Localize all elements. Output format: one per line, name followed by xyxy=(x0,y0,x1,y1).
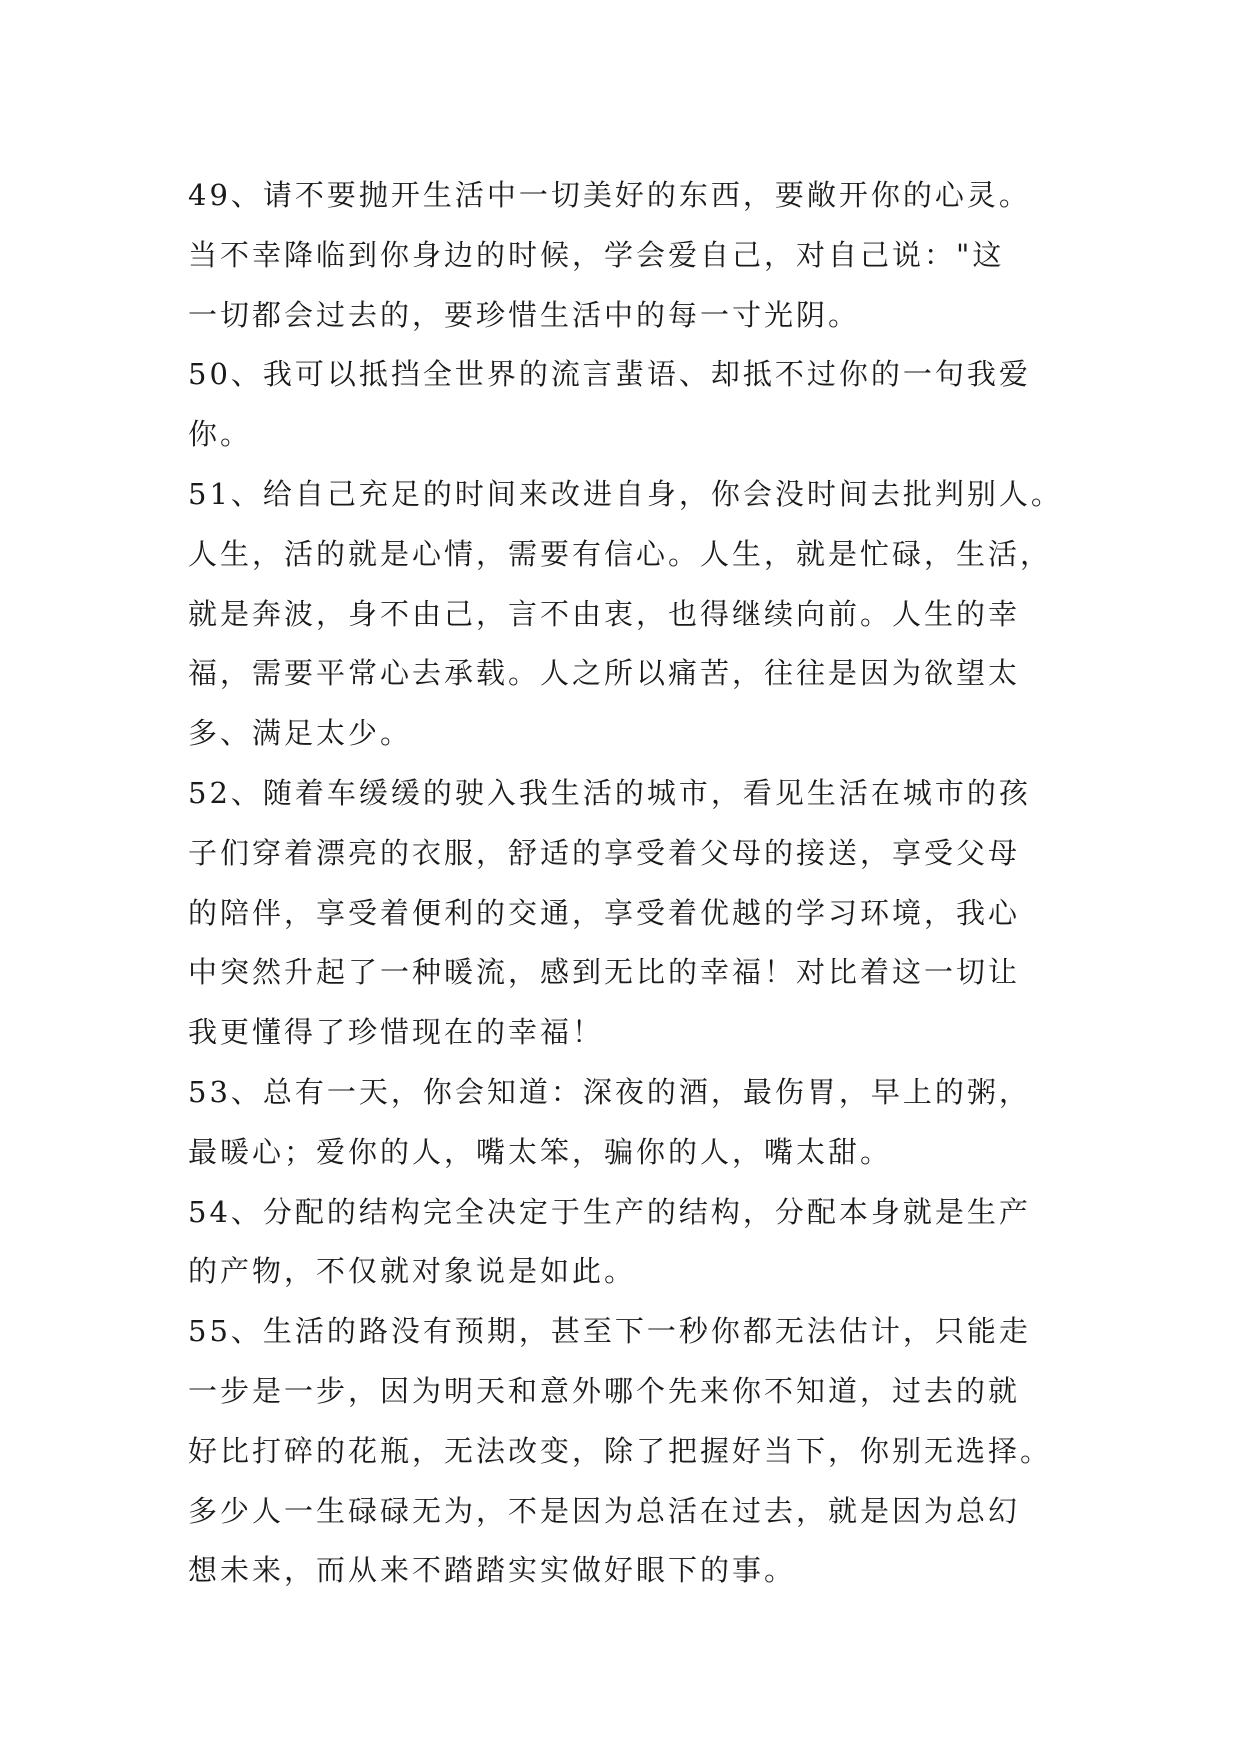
text-line: 49、请不要抛开生活中一切美好的东西，要敞开你的心灵。 xyxy=(188,178,1031,212)
text-line: 我更懂得了珍惜现在的幸福！ xyxy=(188,1015,605,1050)
text-line: 多、满足太少。 xyxy=(188,716,413,751)
text-line: 当不幸降临到你身边的时候，学会爱自己，对自己说："这 xyxy=(188,237,1005,272)
text-line: 一步是一步，因为明天和意外哪个先来你不知道，过去的就 xyxy=(188,1373,1021,1408)
text-line: 55、生活的路没有预期，甚至下一秒你都无法估计，只能走 xyxy=(188,1314,1031,1349)
text-line: 就是奔波，身不由己，言不由衷，也得继续向前。人生的幸 xyxy=(188,596,1021,631)
text-line: 子们穿着漂亮的衣服，舒适的享受着父母的接送，享受父母 xyxy=(188,835,1021,870)
text-line: 福，需要平常心去承载。人之所以痛苦，往往是因为欲望太 xyxy=(188,656,1021,691)
text-line: 54、分配的结构完全决定于生产的结构，分配本身就是生产 xyxy=(188,1194,1031,1229)
text-line: 中突然升起了一种暖流，感到无比的幸福！对比着这一切让 xyxy=(188,955,1021,990)
text-line: 51、给自己充足的时间来改进自身，你会没时间去批判别人。 xyxy=(188,476,1063,511)
text-line: 50、我可以抵挡全世界的流言蜚语、却抵不过你的一句我爱 xyxy=(188,357,1031,392)
document-body xyxy=(188,166,1068,1601)
text-line: 53、总有一天，你会知道：深夜的酒，最伤胃，早上的粥， xyxy=(188,1074,1031,1109)
text-line: 你。 xyxy=(188,417,253,452)
text-line: 最暖心；爱你的人，嘴太笨，骗你的人，嘴太甜。 xyxy=(188,1134,893,1169)
text-line: 人生，活的就是心情，需要有信心。人生，就是忙碌，生活， xyxy=(188,536,1053,571)
text-line: 多少人一生碌碌无为，不是因为总活在过去，就是因为总幻 xyxy=(188,1493,1021,1528)
text-line: 52、随着车缓缓的驶入我生活的城市，看见生活在城市的孩 xyxy=(188,775,1031,810)
text-line: 一切都会过去的，要珍惜生活中的每一寸光阴。 xyxy=(188,297,861,332)
text-line: 的产物，不仅就对象说是如此。 xyxy=(188,1254,637,1289)
text-line: 想未来，而从来不踏踏实实做好眼下的事。 xyxy=(188,1553,797,1588)
text-line: 的陪伴，享受着便利的交通，享受着优越的学习环境，我心 xyxy=(188,895,1021,930)
text-line: 好比打碎的花瓶，无法改变，除了把握好当下，你别无选择。 xyxy=(188,1433,1053,1468)
